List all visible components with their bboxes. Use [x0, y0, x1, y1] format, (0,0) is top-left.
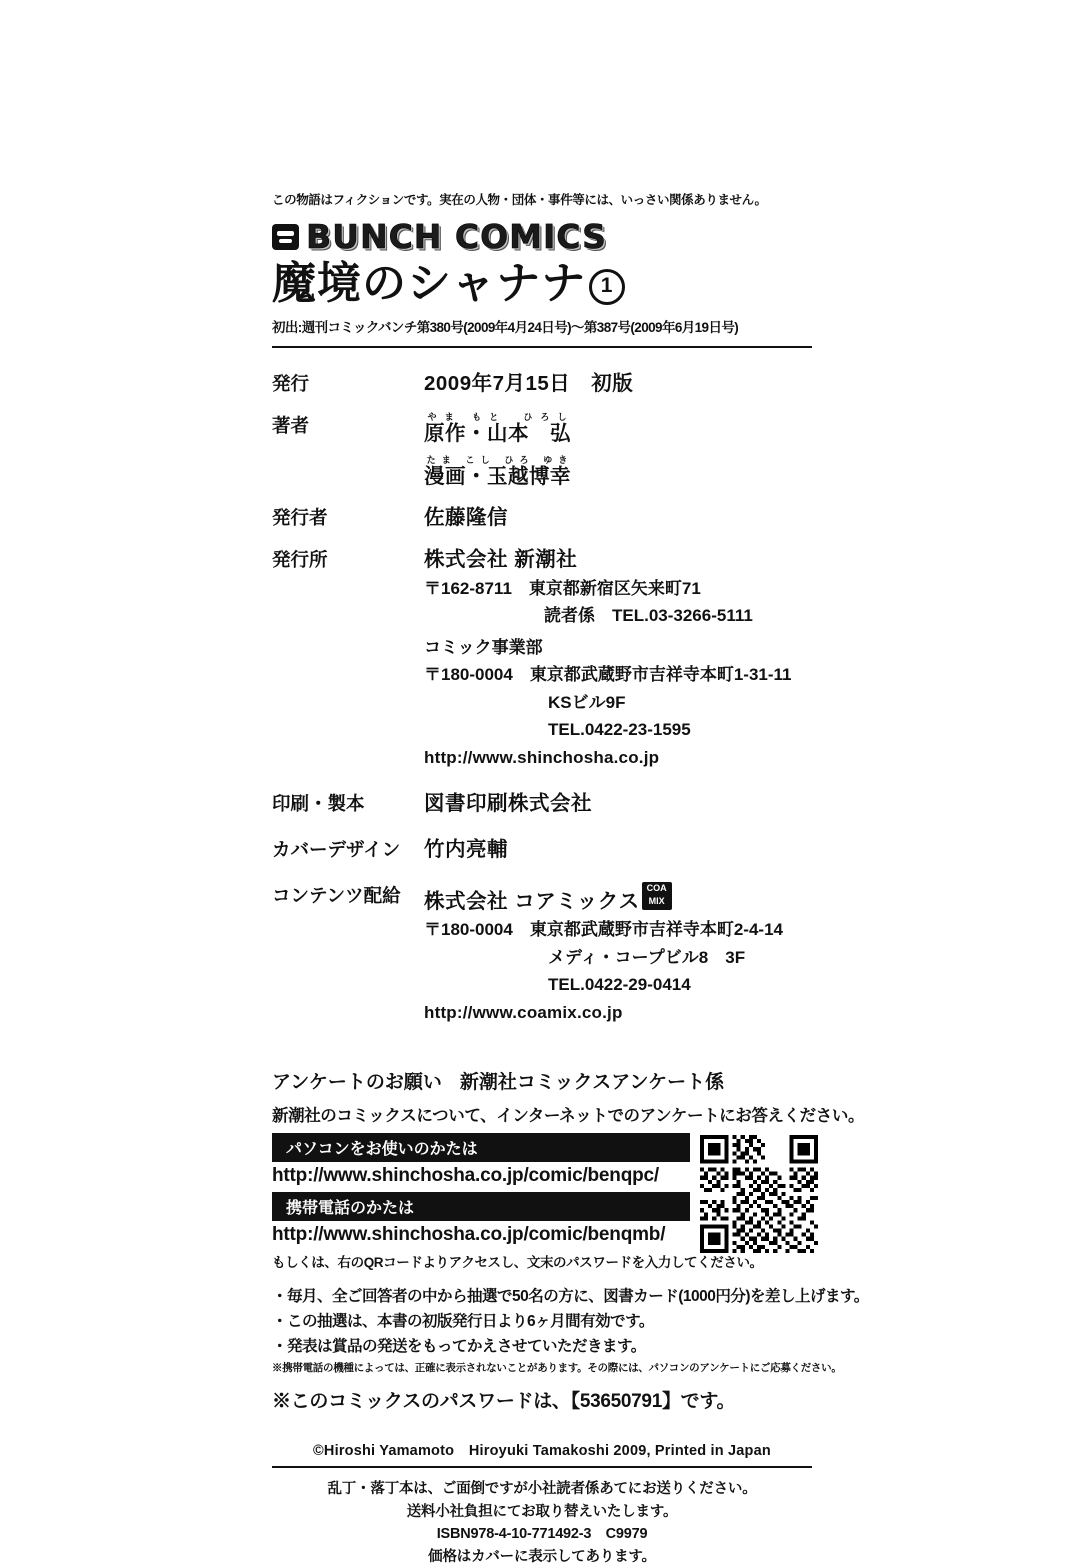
footer-notes — [272, 1478, 812, 1568]
coamix-name: 株式会社 コアミックス — [424, 889, 640, 913]
publisher-tel: TEL.0422-23-1595 — [548, 720, 691, 740]
qr-code-icon — [700, 1135, 818, 1253]
footer-line-2: 送料小社負担にてお取り替えいたします。 — [406, 1503, 678, 1520]
copyright-line: ©Hiroshi Yamamoto Hiroyuki Tamakoshi 2009, Printed in Japan — [272, 1439, 812, 1468]
credit-label: 発行者 — [272, 504, 424, 530]
credit-row-publishing-house — [272, 546, 812, 772]
survey-fine-print: ※携帯電話の機種によっては、正確に表示されないことがあります。その際には、パソコンのアンケートにご応募ください。 — [272, 1361, 842, 1374]
credit-row-publication-date — [272, 370, 812, 398]
credit-row-cover-design — [272, 836, 812, 864]
survey-heading-sub: 新潮社コミックスアンケート係 — [459, 1072, 725, 1094]
coamix-building: メディ・コープビル8 3F — [548, 947, 746, 967]
survey-heading: アンケートのお願い 新潮社コミックスアンケート係 — [272, 1072, 725, 1094]
survey-section — [272, 1067, 869, 1413]
publisher-url[interactable]: http://www.shinchosha.co.jp — [424, 747, 660, 767]
credit-row-content-supply — [272, 882, 812, 1028]
footer-line-1: 乱丁・落丁本は、ご面倒ですが小社読者係あてにお送りください。 — [327, 1481, 757, 1498]
credit-row-printing — [272, 790, 812, 818]
survey-password: ※このコミックスのパスワードは、【53650791】です。 — [272, 1391, 736, 1413]
imprint-logo — [272, 217, 812, 256]
isbn-line: ISBN978-4-10-771492-3 C9979 — [436, 1526, 648, 1543]
divider-top — [272, 346, 812, 348]
survey-lead: 新潮社のコミックスについて、インターネットでのアンケートにお答えください。 — [272, 1107, 865, 1126]
credit-value: 竹内亮輔 — [424, 837, 508, 861]
credit-label: カバーデザイン — [272, 836, 424, 862]
publisher-address-1: 〒162-8711 東京都新宿区矢来町71 — [424, 578, 701, 598]
credit-label: 発行所 — [272, 546, 424, 572]
survey-bullet-2: ・この抽選は、本書の初版発行日より6ヶ月間有効です。 — [272, 1313, 654, 1331]
page-title — [272, 260, 812, 308]
credit-value — [424, 412, 812, 490]
bunch-emblem-icon — [272, 224, 299, 250]
volume-number: 1 — [589, 269, 625, 305]
publisher-division: コミック事業部 — [424, 637, 543, 657]
credit-label: 印刷・製本 — [272, 790, 424, 816]
coamix-url[interactable]: http://www.coamix.co.jp — [424, 1002, 623, 1022]
credit-value: 2009年7月15日 初版 — [424, 372, 634, 396]
credit-value: 図書印刷株式会社 — [424, 792, 592, 816]
credit-label: 発行 — [272, 370, 424, 396]
survey-pc-url[interactable]: http://www.shinchosha.co.jp/comic/benqpc/ — [272, 1165, 659, 1187]
survey-bullet-1: ・毎月、全ご回答者の中から抽選で50名の方に、図書カード(1000円分)を差し上げます。 — [272, 1288, 869, 1306]
credit-label: コンテンツ配給 — [272, 882, 424, 908]
coamix-logo-icon: COA MIX — [642, 882, 672, 910]
credit-label: 著者 — [272, 412, 424, 438]
survey-qr-note: もしくは、右のQRコードよりアクセスし、文末のパスワードを入力してください。 — [272, 1255, 763, 1271]
coamix-tel: TEL.0422-29-0414 — [548, 975, 691, 995]
book-title-text: 魔境のシャナナ — [272, 259, 587, 308]
credit-value: 株式会社 新潮社 〒162-8711 東京都新宿区矢来町71 読者係 TEL.03-3266-5111 コミック事業部 〒180-0004 東京都武蔵野市吉祥寺本町1-31-11 KSビル9F TEL.0422-23-1595 http://www.shinchosha.co.jp — [424, 546, 812, 772]
publisher-building: KSビル9F — [548, 692, 626, 712]
author-art: 漫画・玉越博幸たま こし ひろ ゆき — [424, 454, 571, 488]
credit-row-author — [272, 412, 812, 490]
price-note: 価格はカバーに表示してあります。 — [428, 1548, 656, 1565]
credit-value: 佐藤隆信 — [424, 506, 508, 530]
coamix-address: 〒180-0004 東京都武蔵野市吉祥寺本町2-4-14 — [424, 920, 783, 940]
publisher-address-2: 〒180-0004 東京都武蔵野市吉祥寺本町1-31-11 — [424, 665, 792, 685]
author-original: 原作・山本 弘やま もと ひろし — [424, 412, 571, 446]
survey-bullets — [272, 1285, 869, 1376]
survey-mobile-bar: 携帯電話のかたは — [272, 1192, 690, 1221]
survey-pc-bar: パソコンをお使いのかたは — [272, 1133, 690, 1162]
credit-row-publisher-person — [272, 504, 812, 532]
survey-mobile-url[interactable]: http://www.shinchosha.co.jp/comic/benqmb/ — [272, 1224, 666, 1246]
first-publication-note: 初出:週刊コミックバンチ第380号(2009年4月24日号)〜第387号(2009年6月19日号) — [272, 320, 739, 336]
credit-value — [424, 882, 812, 1028]
colophon-block — [272, 190, 869, 1568]
survey-bullet-3: ・発表は賞品の発送をもってかえさせていただきます。 — [272, 1337, 646, 1355]
fiction-disclaimer: この物語はフィクションです。実在の人物・団体・事件等には、いっさい関係ありません。 — [272, 193, 767, 207]
publisher-reader-tel: 読者係 TEL.03-3266-5111 — [544, 606, 753, 626]
imprint-logo-text: BUNCH COMICS — [306, 217, 607, 256]
